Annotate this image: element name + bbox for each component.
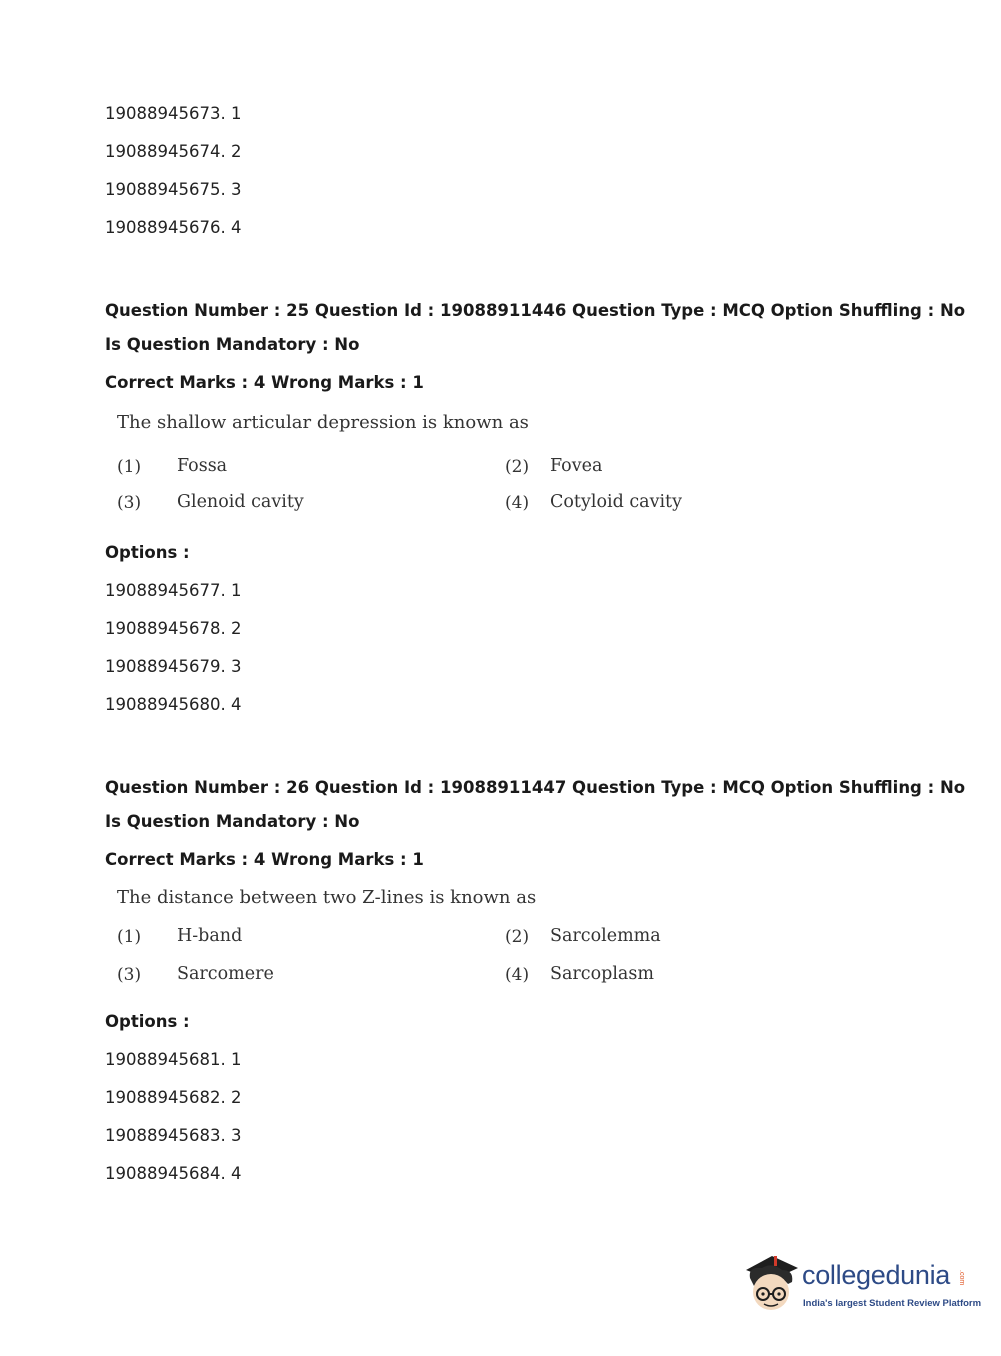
q26-choice-3-num: (3)	[117, 965, 142, 985]
q25-options-label: Options :	[105, 543, 190, 562]
option-line: 19088945680. 4	[105, 695, 242, 714]
q25-choice-1-label: Fossa	[177, 456, 228, 476]
q25-choice-4-num: (4)	[505, 493, 530, 513]
option-line: 19088945678. 2	[105, 619, 242, 638]
mascot-icon	[742, 1248, 802, 1320]
q26-mandatory: Is Question Mandatory : No	[105, 812, 360, 831]
q25-choice-3-label: Glenoid cavity	[177, 492, 304, 512]
q25-text: The shallow articular depression is known as	[117, 412, 529, 433]
q26-options-label: Options :	[105, 1012, 190, 1031]
q26-choice-2-label: Sarcolemma	[550, 926, 661, 946]
option-line: 19088945676. 4	[105, 218, 242, 237]
q25-choice-1-num: (1)	[117, 457, 142, 477]
collegedunia-logo	[742, 1248, 982, 1320]
logo-domain-suffix: .com	[958, 1270, 965, 1286]
q26-choice-1-num: (1)	[117, 927, 142, 947]
option-line: 19088945682. 2	[105, 1088, 242, 1107]
option-line: 19088945681. 1	[105, 1050, 242, 1069]
option-line: 19088945673. 1	[105, 104, 242, 123]
q25-marks: Correct Marks : 4 Wrong Marks : 1	[105, 373, 424, 392]
q25-choice-2-label: Fovea	[550, 456, 603, 476]
q26-choice-4-num: (4)	[505, 965, 530, 985]
q26-choice-3-label: Sarcomere	[177, 964, 274, 984]
q26-choice-2-num: (2)	[505, 927, 530, 947]
q25-choice-2-num: (2)	[505, 457, 530, 477]
q26-marks: Correct Marks : 4 Wrong Marks : 1	[105, 850, 424, 869]
option-line: 19088945677. 1	[105, 581, 242, 600]
q26-text: The distance between two Z-lines is known as	[117, 887, 537, 908]
q26-choice-1-label: H-band	[177, 926, 243, 946]
option-line: 19088945675. 3	[105, 180, 242, 199]
option-line: 19088945683. 3	[105, 1126, 242, 1145]
option-line: 19088945684. 4	[105, 1164, 242, 1183]
q26-choice-4-label: Sarcoplasm	[550, 964, 654, 984]
q26-header: Question Number : 26 Question Id : 19088911447 Question Type : MCQ Option Shuffling : No	[105, 778, 966, 797]
q25-choice-3-num: (3)	[117, 493, 142, 513]
logo-tagline: India's largest Student Review Platform	[803, 1298, 982, 1309]
q25-mandatory: Is Question Mandatory : No	[105, 335, 360, 354]
q25-choice-4-label: Cotyloid cavity	[550, 492, 682, 512]
option-line: 19088945679. 3	[105, 657, 242, 676]
logo-wordmark: collegedunia	[802, 1260, 951, 1290]
q25-header: Question Number : 25 Question Id : 19088911446 Question Type : MCQ Option Shuffling : No	[105, 301, 966, 320]
option-line: 19088945674. 2	[105, 142, 242, 161]
